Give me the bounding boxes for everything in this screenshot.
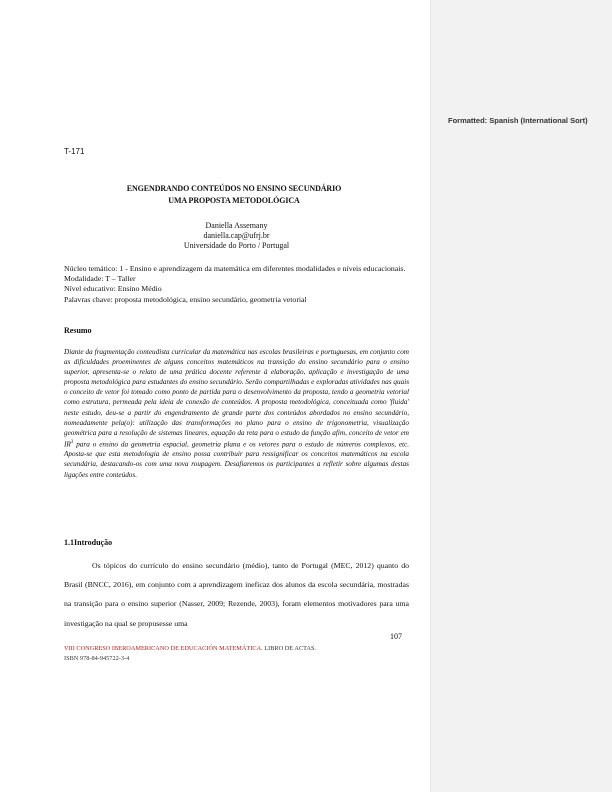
introduction-body: [64, 556, 409, 633]
paper-title-line-2: UMA PROPOSTA METODOLÓGICA: [168, 196, 300, 205]
meta-education-level: Nível educativo: Ensino Médio: [64, 284, 162, 294]
abstract-text-part-1: Diante da fragmentação conteudista curricular da matemática nas escolas brasileiras e portuguesas, em conjunto com as dificuldades proeminentes de alguns conceitos matemáticos na transição do ensino secundário para o ensino superior, apresenta-se o relato de uma prática docente referente à elaboração, aplicação e investigação de uma proposta metodológica para estudantes do ensino secundário. Serão compartilhadas e exploradas atividades nas quais o conceito de vetor foi tomado como ponto de partida para o desenvolvimento da proposta, tendo a geometria vetorial como estrutura, permeada pela ideia de conexão de conteúdos. A proposta metodológica, conceituada como 'fluida' neste estudo, deu-se a partir do engendramento de grande parte dos conteúdos abordados no ensino secundário, nomeadamente pela(o): utilização das transformações no plano para o ensino de trigonometria, visualização geométrica para a resolução de sistemas lineares, equação da reta para o estudo da função afim, conceito de vetor em IR: [64, 348, 409, 449]
introduction-paragraph: Os tópicos do currículo do ensino secundário (médio), tanto de Portugal (MEC, 2012) quanto do Brasil (BNCC, 2016), em conjunto com a aprendizagem ineficaz dos alunos da escola secundária, mostradas na transição para o ensino superior (Nasser, 2009; Rezende, 2003), foram elementos motivadores para uma investigação na qual se propusesse uma: [64, 561, 409, 628]
abstract-text-part-2: para o ensino da geometria espacial, geometria plana e os vetores para o estudo de números complexos, etc. Aposta-se que esta metodologia de ensino possa contribuir para ressignificar os conceitos matemáticos na escola secundária, destacando-os com uma nova roupagem. Desafiaremos os participantes a refletir sobre algumas destas ligações entre conteúdos.: [64, 440, 409, 479]
author-email: daniella.cap@ufrj.br: [203, 231, 270, 240]
footer-isbn: ISBN 978-84-945722-3-4: [64, 655, 130, 662]
paper-title-line-1: ENGENDRANDO CONTEÚDOS NO ENSINO SECUNDÁRIO: [126, 184, 342, 193]
abstract-heading: Resumo: [64, 326, 92, 335]
paper-code: T-171: [64, 147, 85, 156]
meta-modality: Modalidade: T – Taller: [64, 274, 136, 284]
paper-metadata: [64, 264, 409, 305]
page-number: 107: [390, 632, 402, 641]
section-heading-introduction: 1.1Introdução: [64, 538, 113, 547]
footer-congress-name: VIII CONGRESO IBEROAMERICANO DE EDUCACIÓN MATEMÁTICA.: [64, 645, 263, 652]
author-affiliation: Universidade do Porto / Portugal: [183, 241, 290, 250]
footer-congress-line: [64, 645, 316, 652]
footer-book-title: LIBRO DE ACTAS.: [262, 645, 317, 652]
author-name: Daniella Assemany: [205, 221, 268, 230]
abstract-body: [64, 347, 409, 480]
meta-thematic-core: Núcleo temático: 1 - Ensino e aprendizagem da matemática em diferentes modalidades e níveis educacionais.: [64, 264, 406, 273]
formatting-comment-label[interactable]: Formatted: Spanish (International Sort): [448, 116, 588, 125]
abstract-superscript: 3: [70, 439, 74, 445]
meta-keywords: Palavras chave: proposta metodológica, ensino secundário, geometria vetorial: [64, 294, 307, 304]
